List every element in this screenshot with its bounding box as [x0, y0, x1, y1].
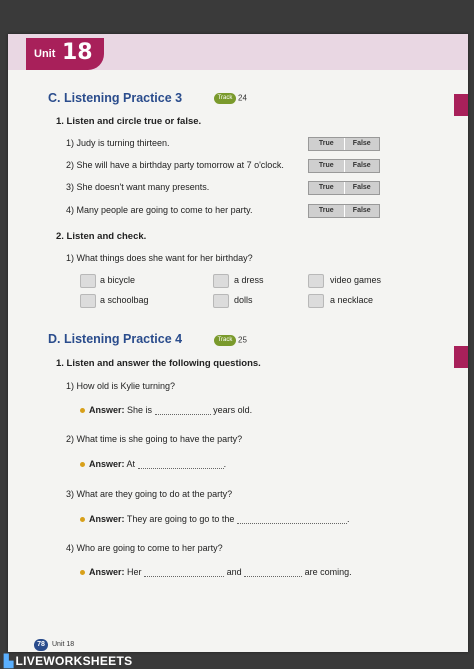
- bullet-icon: [80, 570, 85, 575]
- answer-label: Answer:: [89, 459, 125, 469]
- track-number: 25: [238, 335, 247, 345]
- section-c-title: [48, 91, 182, 105]
- question-1: 1) How old is Kylie turning?: [66, 381, 176, 391]
- answer-1: [80, 405, 252, 415]
- section-d-title-text: Listening Practice 4: [63, 332, 183, 346]
- true-false-1: [308, 137, 380, 151]
- cd-icon: Track: [214, 335, 236, 346]
- bullet-icon: [80, 517, 85, 522]
- track-25: [214, 335, 247, 346]
- true-false-2: [308, 159, 380, 173]
- option-dress: a dress: [234, 275, 264, 285]
- section-d-title: [48, 332, 182, 346]
- unit-tab: [26, 38, 104, 70]
- checkbox-dolls[interactable]: [213, 294, 229, 308]
- answer-text: They are going to go to the: [126, 514, 235, 524]
- question-2: 2) What time is she going to have the party?: [66, 434, 243, 444]
- footer-unit-label: Unit 18: [52, 641, 75, 648]
- true-option[interactable]: True: [318, 184, 334, 191]
- option-video-games: video games: [330, 275, 382, 285]
- question-3: 3) What are they going to do at the party?: [66, 489, 233, 499]
- page-footer: [34, 639, 74, 651]
- true-false-4: [308, 204, 380, 218]
- worksheet-page: [8, 34, 468, 652]
- true-option[interactable]: True: [318, 207, 334, 214]
- bullet-icon: [80, 462, 85, 467]
- section-c-letter: C.: [48, 91, 61, 105]
- side-bar-bottom: [454, 346, 468, 368]
- track-24: [214, 93, 247, 104]
- answer-text: At: [126, 459, 136, 469]
- answer-blank[interactable]: [138, 459, 224, 469]
- question-4: 4) Who are going to come to her party?: [66, 543, 223, 553]
- option-necklace: a necklace: [330, 295, 374, 305]
- liveworksheets-logo: [4, 654, 132, 668]
- option-dolls: dolls: [234, 295, 253, 305]
- answer-text: She is: [127, 405, 153, 415]
- answer-blank[interactable]: [237, 514, 347, 524]
- logo-text: LIVEWORKSHEETS: [15, 654, 133, 668]
- answer-text: and: [226, 567, 242, 577]
- tf-question-1: 1) Judy is turning thirteen.: [66, 138, 170, 148]
- answer-blank[interactable]: [155, 405, 211, 415]
- checkbox-bicycle[interactable]: [80, 274, 96, 288]
- true-option[interactable]: True: [318, 140, 334, 147]
- checkbox-necklace[interactable]: [308, 294, 324, 308]
- answer-blank[interactable]: [144, 567, 224, 577]
- track-number: 24: [238, 93, 247, 103]
- answer-text: are coming.: [304, 567, 352, 577]
- section-d-instruction: 1. Listen and answer the following questions.: [56, 358, 261, 369]
- tf-question-4: 4) Many people are going to come to her party.: [66, 205, 253, 215]
- checkbox-dress[interactable]: [213, 274, 229, 288]
- cd-icon: Track: [214, 93, 236, 104]
- tf-question-3: 3) She doesn't want many presents.: [66, 182, 210, 192]
- answer-label: Answer:: [89, 567, 125, 577]
- answer-label: Answer:: [89, 405, 125, 415]
- true-option[interactable]: True: [318, 162, 334, 169]
- unit-word: Unit: [34, 48, 56, 60]
- answer-text: years old.: [213, 405, 253, 415]
- answer-text: .: [223, 459, 227, 469]
- page-number: 78: [34, 639, 48, 651]
- answer-label: Answer:: [89, 514, 125, 524]
- answer-2: [80, 459, 226, 469]
- checkbox-schoolbag[interactable]: [80, 294, 96, 308]
- true-false-3: [308, 181, 380, 195]
- answer-4: [80, 567, 352, 577]
- option-bicycle: a bicycle: [100, 275, 136, 285]
- answer-text: .: [346, 514, 350, 524]
- part2-instruction: 2. Listen and check.: [56, 231, 147, 242]
- answer-3: [80, 514, 349, 524]
- answer-blank[interactable]: [244, 567, 302, 577]
- section-c-title-text: Listening Practice 3: [63, 91, 183, 105]
- false-option[interactable]: False: [344, 138, 380, 150]
- unit-number: 18: [62, 40, 93, 65]
- check-question: 1) What things does she want for her birthday?: [66, 253, 253, 263]
- checkbox-video-games[interactable]: [308, 274, 324, 288]
- false-option[interactable]: False: [344, 160, 380, 172]
- tf-question-2: 2) She will have a birthday party tomorrow at 7 o'clock.: [66, 160, 284, 170]
- section-d-letter: D.: [48, 332, 61, 346]
- bullet-icon: [80, 408, 85, 413]
- answer-text: Her: [127, 567, 142, 577]
- logo-icon: ▙: [4, 654, 14, 668]
- side-bar-top: [454, 94, 468, 116]
- option-schoolbag: a schoolbag: [100, 295, 149, 305]
- false-option[interactable]: False: [344, 205, 380, 217]
- part1-instruction: 1. Listen and circle true or false.: [56, 116, 202, 127]
- false-option[interactable]: False: [344, 182, 380, 194]
